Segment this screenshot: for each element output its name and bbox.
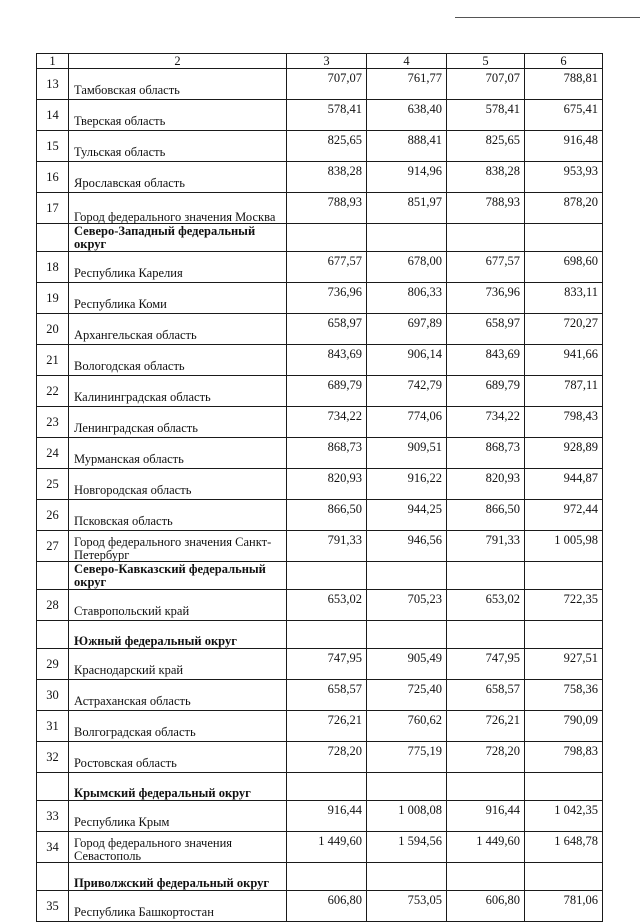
row-number: 22 [37,376,69,407]
value-col-3: 736,96 [287,283,367,314]
table-row [37,407,603,438]
region-name: Архангельская область [69,314,287,345]
row-number: 19 [37,283,69,314]
value-col-4: 753,05 [367,891,447,922]
value-col-4: 725,40 [367,680,447,711]
value-col-3: 868,73 [287,438,367,469]
section-num-cell [37,562,69,590]
region-name: Республика Коми [69,283,287,314]
section-empty-cell [447,224,525,252]
value-col-4: 851,97 [367,193,447,224]
value-col-4: 806,33 [367,283,447,314]
section-title: Южный федеральный округ [69,621,287,649]
value-col-4: 916,22 [367,469,447,500]
region-name: Новгородская область [69,469,287,500]
row-number: 27 [37,531,69,562]
table-row [37,162,603,193]
section-empty-cell [287,773,367,801]
row-number: 15 [37,131,69,162]
row-number: 14 [37,100,69,131]
region-name: Тульская область [69,131,287,162]
section-empty-cell [525,562,603,590]
row-number: 35 [37,891,69,922]
region-name: Город федерального значения Севастополь [69,832,287,863]
section-num-cell [37,863,69,891]
value-col-3: 578,41 [287,100,367,131]
section-empty-cell [525,224,603,252]
section-empty-cell [287,863,367,891]
region-name: Астраханская область [69,680,287,711]
table-row [37,252,603,283]
section-num-cell [37,621,69,649]
value-col-6: 928,89 [525,438,603,469]
row-number: 29 [37,649,69,680]
value-col-4: 697,89 [367,314,447,345]
region-name: Вологодская область [69,345,287,376]
header-row [37,54,603,69]
value-col-5: 707,07 [447,69,525,100]
region-name: Республика Карелия [69,252,287,283]
section-empty-cell [447,773,525,801]
region-name: Калининградская область [69,376,287,407]
value-col-4: 678,00 [367,252,447,283]
value-col-5: 726,21 [447,711,525,742]
row-number: 30 [37,680,69,711]
section-empty-cell [287,562,367,590]
value-col-5: 734,22 [447,407,525,438]
table-row [37,590,603,621]
value-col-3: 843,69 [287,345,367,376]
table-row [37,314,603,345]
value-col-5: 658,57 [447,680,525,711]
value-col-5: 677,57 [447,252,525,283]
region-name: Тверская область [69,100,287,131]
region-name: Волгоградская область [69,711,287,742]
row-number: 23 [37,407,69,438]
header-col-3: 3 [287,54,367,69]
value-col-3: 653,02 [287,590,367,621]
table-row [37,69,603,100]
value-col-5: 689,79 [447,376,525,407]
table-row [37,376,603,407]
section-empty-cell [447,621,525,649]
value-col-3: 734,22 [287,407,367,438]
value-col-6: 944,87 [525,469,603,500]
value-col-5: 820,93 [447,469,525,500]
region-name: Ярославская область [69,162,287,193]
value-col-3: 606,80 [287,891,367,922]
section-title: Северо-Западный федеральный округ [69,224,287,252]
value-col-6: 722,35 [525,590,603,621]
value-col-3: 726,21 [287,711,367,742]
table-row [37,801,603,832]
section-row [37,863,603,891]
value-col-6: 1 005,98 [525,531,603,562]
section-empty-cell [367,773,447,801]
value-col-3: 728,20 [287,742,367,773]
value-col-4: 775,19 [367,742,447,773]
table-row [37,500,603,531]
tariff-table [36,53,603,922]
row-number: 13 [37,69,69,100]
value-col-6: 798,43 [525,407,603,438]
value-col-6: 953,93 [525,162,603,193]
section-row [37,562,603,590]
row-number: 26 [37,500,69,531]
value-col-3: 820,93 [287,469,367,500]
value-col-4: 888,41 [367,131,447,162]
row-number: 18 [37,252,69,283]
value-col-3: 838,28 [287,162,367,193]
value-col-5: 791,33 [447,531,525,562]
value-col-6: 941,66 [525,345,603,376]
value-col-4: 906,14 [367,345,447,376]
value-col-4: 914,96 [367,162,447,193]
value-col-5: 825,65 [447,131,525,162]
value-col-3: 825,65 [287,131,367,162]
region-name: Ставропольский край [69,590,287,621]
table-row [37,680,603,711]
table-row [37,131,603,162]
row-number: 17 [37,193,69,224]
value-col-6: 927,51 [525,649,603,680]
value-col-5: 653,02 [447,590,525,621]
value-col-3: 1 449,60 [287,832,367,863]
row-number: 25 [37,469,69,500]
section-title: Крымский федеральный округ [69,773,287,801]
value-col-6: 675,41 [525,100,603,131]
section-title: Северо-Кавказский федеральный округ [69,562,287,590]
value-col-3: 788,93 [287,193,367,224]
table-row [37,742,603,773]
section-row [37,224,603,252]
value-col-6: 798,83 [525,742,603,773]
table-row [37,469,603,500]
value-col-3: 658,97 [287,314,367,345]
value-col-4: 909,51 [367,438,447,469]
region-name: Город федерального значения Санкт-Петербург [69,531,287,562]
value-col-6: 1 042,35 [525,801,603,832]
region-name: Республика Башкортостан [69,891,287,922]
section-empty-cell [447,562,525,590]
section-empty-cell [287,621,367,649]
section-empty-cell [367,224,447,252]
value-col-6: 787,11 [525,376,603,407]
region-name: Республика Крым [69,801,287,832]
section-empty-cell [525,773,603,801]
value-col-3: 677,57 [287,252,367,283]
value-col-6: 758,36 [525,680,603,711]
section-row [37,773,603,801]
value-col-6: 972,44 [525,500,603,531]
value-col-4: 638,40 [367,100,447,131]
section-title: Приволжский федеральный округ [69,863,287,891]
region-name: Город федерального значения Москва [69,193,287,224]
row-number: 21 [37,345,69,376]
value-col-6: 833,11 [525,283,603,314]
row-number: 28 [37,590,69,621]
table-row [37,100,603,131]
value-col-6: 720,27 [525,314,603,345]
value-col-4: 761,77 [367,69,447,100]
value-col-5: 868,73 [447,438,525,469]
section-empty-cell [525,621,603,649]
row-number: 24 [37,438,69,469]
value-col-5: 788,93 [447,193,525,224]
table-row [37,649,603,680]
value-col-4: 946,56 [367,531,447,562]
value-col-4: 742,79 [367,376,447,407]
value-col-6: 788,81 [525,69,603,100]
region-name: Тамбовская область [69,69,287,100]
value-col-6: 790,09 [525,711,603,742]
value-col-5: 578,41 [447,100,525,131]
value-col-3: 689,79 [287,376,367,407]
table-row [37,283,603,314]
table-row [37,531,603,562]
value-col-6: 1 648,78 [525,832,603,863]
section-empty-cell [287,224,367,252]
section-empty-cell [367,863,447,891]
value-col-4: 705,23 [367,590,447,621]
table-row [37,711,603,742]
value-col-5: 866,50 [447,500,525,531]
value-col-3: 916,44 [287,801,367,832]
value-col-5: 916,44 [447,801,525,832]
row-number: 16 [37,162,69,193]
section-num-cell [37,224,69,252]
row-number: 31 [37,711,69,742]
header-col-1: 1 [37,54,69,69]
region-name: Краснодарский край [69,649,287,680]
section-num-cell [37,773,69,801]
region-name: Ленинградская область [69,407,287,438]
section-empty-cell [367,621,447,649]
value-col-3: 747,95 [287,649,367,680]
value-col-3: 866,50 [287,500,367,531]
region-name: Ростовская область [69,742,287,773]
value-col-5: 838,28 [447,162,525,193]
region-name: Мурманская область [69,438,287,469]
section-empty-cell [525,863,603,891]
row-number: 20 [37,314,69,345]
header-col-2: 2 [69,54,287,69]
table-row [37,832,603,863]
value-col-5: 843,69 [447,345,525,376]
table-row [37,438,603,469]
table-body [37,54,603,922]
value-col-5: 728,20 [447,742,525,773]
value-col-4: 774,06 [367,407,447,438]
value-col-5: 736,96 [447,283,525,314]
value-col-6: 781,06 [525,891,603,922]
header-col-6: 6 [525,54,603,69]
region-name: Псковская область [69,500,287,531]
value-col-4: 1 008,08 [367,801,447,832]
section-row [37,621,603,649]
value-col-6: 916,48 [525,131,603,162]
value-col-3: 707,07 [287,69,367,100]
value-col-6: 698,60 [525,252,603,283]
value-col-5: 747,95 [447,649,525,680]
value-col-6: 878,20 [525,193,603,224]
row-number: 32 [37,742,69,773]
value-col-5: 1 449,60 [447,832,525,863]
row-number: 34 [37,832,69,863]
header-col-5: 5 [447,54,525,69]
value-col-4: 1 594,56 [367,832,447,863]
header-col-4: 4 [367,54,447,69]
table-row [37,345,603,376]
section-empty-cell [367,562,447,590]
value-col-4: 944,25 [367,500,447,531]
value-col-5: 606,80 [447,891,525,922]
table-row [37,891,603,922]
value-col-4: 905,49 [367,649,447,680]
table-row [37,193,603,224]
row-number: 33 [37,801,69,832]
value-col-5: 658,97 [447,314,525,345]
section-empty-cell [447,863,525,891]
top-rule [455,17,640,18]
value-col-3: 791,33 [287,531,367,562]
value-col-4: 760,62 [367,711,447,742]
value-col-3: 658,57 [287,680,367,711]
